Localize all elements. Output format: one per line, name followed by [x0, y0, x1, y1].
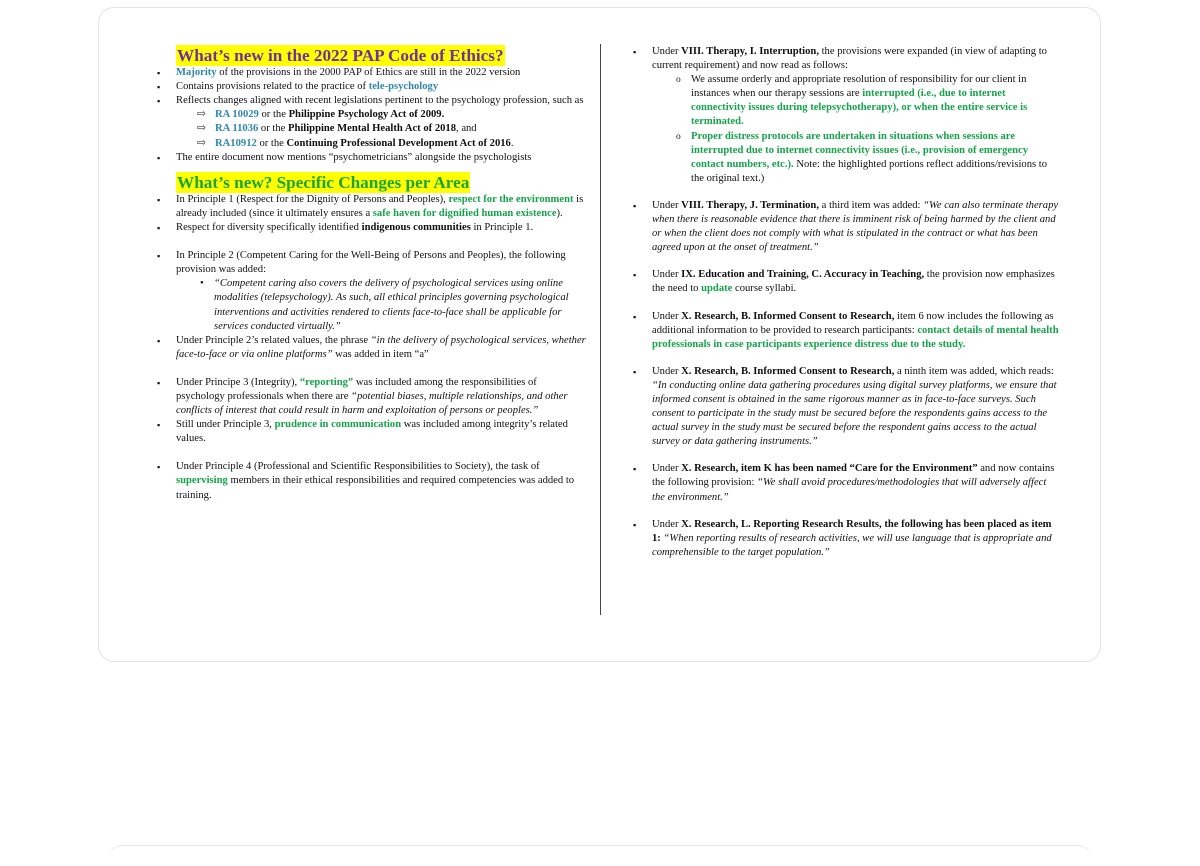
list-item: ▪ Under Principle 2’s related values, the phrase “in the delivery of psychological services, whether face-to-face or via online platforms” was added in item “a”	[157, 334, 587, 362]
list-item: ▪ Under VIII. Therapy, J. Termination, a third item was added: “We can also terminate therapy when there is reasonable evidence that there is imminent risk of being harmed by the client and or when the client does not comply with what is stipulated in the contract or what has been agreed upon at the onset of treatment.”	[633, 199, 1061, 255]
legislation-item-ra11036: ⇨ RA 11036 or the Philippine Mental Health Act of 2018, and	[157, 122, 587, 136]
sub-item: o Proper distress protocols are undertaken in situations when sessions are interrupted due to internet connectivity issues (i.e., provision of emergency contact numbers, etc.). Note: the highlighted portions reflect additions/revisions to the original text.)	[633, 130, 1061, 186]
list-item: ▪ In Principle 1 (Respect for the Dignity of Persons and Peoples), respect for the environment is already included (since it ultimately ensures a safe haven for dignified human existence).	[157, 193, 587, 221]
section-title-specific-changes	[157, 172, 587, 193]
section-title-whats-new	[157, 45, 587, 66]
title-whats-new-2022: What’s new in the 2022 PAP Code of Ethics?	[177, 46, 504, 65]
list-item: ▪ Under X. Research, item K has been named “Care for the Environment” and now contains the following provision: “We shall avoid procedures/methodologies that will adversely affect the environment.”	[633, 462, 1061, 504]
list-item: ▪ Respect for diversity specifically identified indigenous communities in Principle 1.	[157, 221, 587, 235]
title-specific-changes: What’s new? Specific Changes per Area	[177, 172, 470, 192]
column-divider	[600, 44, 601, 615]
list-item: ▪ Under Principe 3 (Integrity), “reporting” was included among the responsibilities of psychology professionals when there are “potential biases, multiple relationships, and other conflicts of interest that could result in harm and exploitation of persons or peoples.”	[157, 376, 587, 418]
list-item: ▪ The entire document now mentions “psychometricians” alongside the psychologists	[157, 151, 587, 165]
right-column	[633, 45, 1061, 560]
list-item: ▪ Majority of the provisions in the 2000 PAP of Ethics are still in the 2022 version	[157, 66, 587, 80]
sub-item: o We assume orderly and appropriate resolution of responsibility for our client in instances when our therapy sessions are interrupted (i.e., due to internet connectivity issues during telepsychotherapy), or when the entire service is terminated.	[633, 73, 1061, 129]
quote-item: • “Competent caring also covers the delivery of psychological services using online modalities (telepsychology). As such, all ethical principles governing psychological interventions and activities rendered to clients face-to-face shall be applicable for services conducted virtually.”	[157, 277, 587, 333]
list-item: ▪ Under IX. Education and Training, C. Accuracy in Teaching, the provision now emphasizes the need to update course syllabi.	[633, 268, 1061, 296]
arrow-right-icon: ⇨	[197, 137, 206, 149]
legislation-item-ra10912: ⇨ RA10912 or the Continuing Professional Development Act of 2016.	[157, 137, 587, 151]
list-item: ▪ Under X. Research, L. Reporting Research Results, the following has been placed as item 1: “When reporting results of research activities, we will use language that is appropriate and comprehensible to the target population.”	[633, 518, 1061, 560]
list-item: ▪ In Principle 2 (Competent Caring for the Well-Being of Persons and Peoples), the following provision was added:	[157, 249, 587, 277]
list-item: ▪ Under Principle 4 (Professional and Scientific Responsibilities to Society), the task of supervising members in their ethical responsibilities and required competencies was added to training.	[157, 460, 587, 502]
next-page-card-edge	[108, 845, 1092, 866]
list-item: ▪ Reflects changes aligned with recent legislations pertinent to the psychology profession, such as	[157, 94, 587, 108]
list-item: ▪ Under VIII. Therapy, I. Interruption, the provisions were expanded (in view of adapting to current requirement) and now read as follows:	[633, 45, 1061, 73]
arrow-right-icon: ⇨	[197, 109, 206, 121]
arrow-right-icon: ⇨	[197, 123, 206, 135]
list-item: ▪ Under X. Research, B. Informed Consent to Research, a ninth item was added, which reads: “In conducting online data gathering procedures using digital survey platforms, we ensure that informed consent is obtained in the same rigorous manner as in face-to-face surveys. Such consent to participate in the study must be secured before the respondents gains access to the actual survey in the study must be secured before the respondent gains access to the actual survey or data gathering instruments.”	[633, 365, 1061, 450]
list-item: ▪ Contains provisions related to the practice of tele-psychology	[157, 80, 587, 94]
legislation-item-ra10029: ⇨ RA 10029 or the Philippine Psychology Act of 2009.	[157, 108, 587, 122]
left-column	[157, 45, 587, 503]
list-item: ▪ Under X. Research, B. Informed Consent to Research, item 6 now includes the following as additional information to be provided to research participants: contact details of mental health professionals in case participants experience distress due to the study.	[633, 310, 1061, 352]
list-item: ▪ Still under Principle 3, prudence in communication was included among integrity’s related values.	[157, 418, 587, 446]
